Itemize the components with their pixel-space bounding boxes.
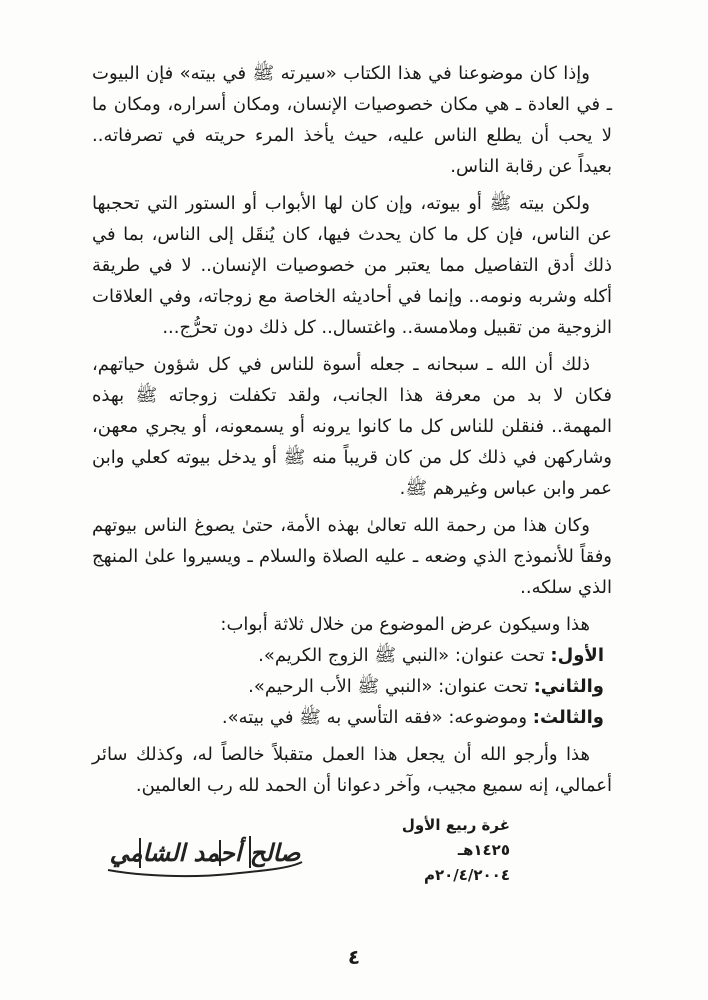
paragraph-house-privacy: ولكن بيته ﷺ أو بيوته، وإن كان لها الأبواب أو الستور التي تحجبها عن الناس، فإن كل ما كان يحدث فيها، كان يُنقَل إلى الناس، بما في ذلك أدق التفاصيل مما يعتبر من خصوصيات الإنسان.. لا في طريقة أكله وشربه ونومه.. وإنما في أحاديثه الخاصة مع زوجاته، وفي العلاقات الزوجية من تقبيل وملامسة.. واغتسال.. كل ذلك دون تحرُّج... <box>92 193 612 338</box>
paragraph-closing-prayer: هذا وأرجو الله أن يجعل هذا العمل متقبلاً خالصاً له، وكذلك سائر أعمالي، إنه سميع مجيب، وآخر دعوانا أن الحمد لله رب العالمين. <box>92 744 612 796</box>
section-item <box>92 640 612 671</box>
section-label: والثالث: <box>532 707 604 728</box>
section-item <box>92 702 612 733</box>
gregorian-date: ٢٠/٤/٢٠٠٤م <box>423 866 510 884</box>
signature-name: صالح أحمد الشامي <box>109 838 301 867</box>
paragraph-mercy: وكان هذا من رحمة الله تعالىٰ بهذه الأمة، حتىٰ يصوغ الناس بيوتهم وفقاً للأنموذج الذي وضعه ـ عليه الصلاة والسلام ـ ويسيروا علىٰ المنهج الذي سلكه.. <box>92 515 612 598</box>
sections-list <box>92 640 612 733</box>
section-item <box>92 671 612 702</box>
paragraph-structure-intro: هذا وسيكون عرض الموضوع من خلال ثلاثة أبواب: <box>220 614 590 635</box>
paragraph-intro-house: وإذا كان موضوعنا في هذا الكتاب «سيرته ﷺ في بيته» فإن البيوت ـ في العادة ـ هي مكان خصوصيات الإنسان، ومكان أسراره، ومكان ما لا يحب أن يطلع الناس عليه، حيث يأخذ المرء حريته في تصرفاته.. بعيداً عن رقابة الناس. <box>92 63 612 177</box>
page-number: ٤ <box>347 945 361 969</box>
paragraph-role-model: ذلك أن الله ـ سبحانه ـ جعله أسوة للناس في كل شؤون حياتهم، فكان لا بد من معرفة هذا الجانب، ولقد تكفلت زوجاته ﷺ بهذه المهمة.. فنقلن للناس كل ما كانوا يرونه أو يسمعونه، أو يجري معهن، وشاركهن في ذلك كل من كان قريباً منه ﷺ أو يدخل بيوته كعلي وابن عمر وابن عباس وغيرهم ﷺ. <box>92 354 612 499</box>
section-text: وموضوعه: «فقه التأسي به ﷺ في بيته». <box>221 707 528 728</box>
section-label: والثاني: <box>533 676 604 697</box>
hijri-date: غرة ربيع الأول ١٤٢٥هـ <box>401 816 510 859</box>
section-text: تحت عنوان: «النبي ﷺ الزوج الكريم». <box>258 645 545 666</box>
body-text <box>92 58 612 801</box>
author-signature <box>100 818 310 888</box>
section-label: الأول: <box>550 645 604 666</box>
date-block <box>360 813 510 888</box>
section-text: تحت عنوان: «النبي ﷺ الأب الرحيم». <box>248 676 528 697</box>
